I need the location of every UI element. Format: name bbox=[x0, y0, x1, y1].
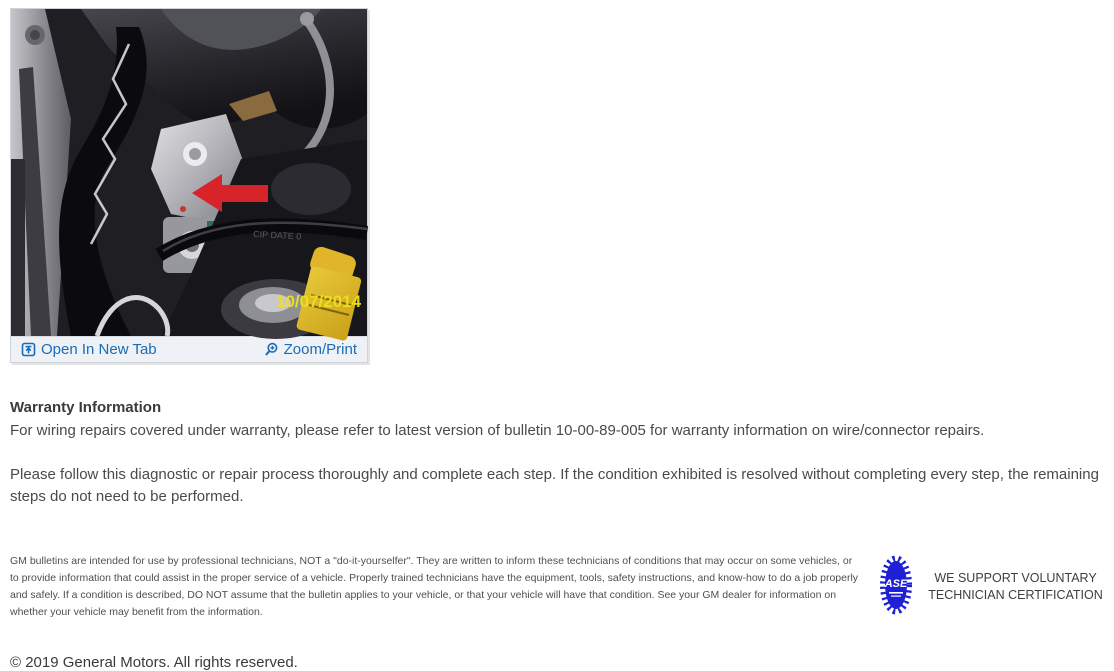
open-in-new-tab-icon bbox=[21, 342, 36, 357]
certification-line2: TECHNICIAN CERTIFICATION bbox=[928, 588, 1103, 602]
warranty-paragraph-2: Please follow this diagnostic or repair process thoroughly and complete each step. If the condition exhibited is resolved without completing every step, the remaining steps do not need to be performed. bbox=[10, 466, 1099, 505]
warranty-paragraph-1: For wiring repairs covered under warranty, please refer to latest version of bulletin 10-00-89-005 for warranty information on wire/connector repairs. bbox=[10, 422, 985, 439]
warranty-heading: Warranty Information bbox=[10, 399, 162, 416]
open-in-new-tab-label: Open In New Tab bbox=[41, 341, 157, 358]
magnifier-plus-icon bbox=[263, 342, 279, 358]
engine-photo bbox=[11, 9, 367, 336]
bulletin-image-card bbox=[10, 8, 368, 363]
certification-statement bbox=[927, 570, 1104, 604]
engine-photo-illustration bbox=[11, 9, 367, 336]
photo-date-stamp: 10/07/2014 bbox=[276, 292, 362, 311]
zoom-print-link[interactable] bbox=[263, 341, 357, 358]
ase-logo-text: ASE bbox=[884, 577, 908, 590]
image-toolbar bbox=[11, 336, 367, 362]
open-in-new-tab-link[interactable] bbox=[21, 341, 157, 358]
gm-disclaimer-text: GM bulletins are intended for use by professional technicians, NOT a "do-it-yourselfer". They are written to inform these technicians of conditions that may occur on some vehicles, or to provide information that could assist in the proper service of a vehicle. Properly trained technicians have the equipment, tools, safety instructions, and know-how to do a job properly and safely. If a condition is described, DO NOT assume that the bulletin applies to your vehicle, or that your vehicle will have that condition. See your GM dealer for information on whether your vehicle may benefit from the information. bbox=[10, 555, 859, 618]
zoom-print-label: Zoom/Print bbox=[283, 341, 357, 358]
hose-print-label: CIP DATE 0 bbox=[252, 229, 302, 242]
certification-line1: WE SUPPORT VOLUNTARY bbox=[934, 571, 1097, 585]
footer-disclaimer-row bbox=[10, 553, 1104, 621]
warranty-section bbox=[10, 399, 1104, 508]
copyright-notice: © 2019 General Motors. All rights reserved. bbox=[10, 654, 298, 671]
ase-certification-logo bbox=[879, 554, 913, 621]
